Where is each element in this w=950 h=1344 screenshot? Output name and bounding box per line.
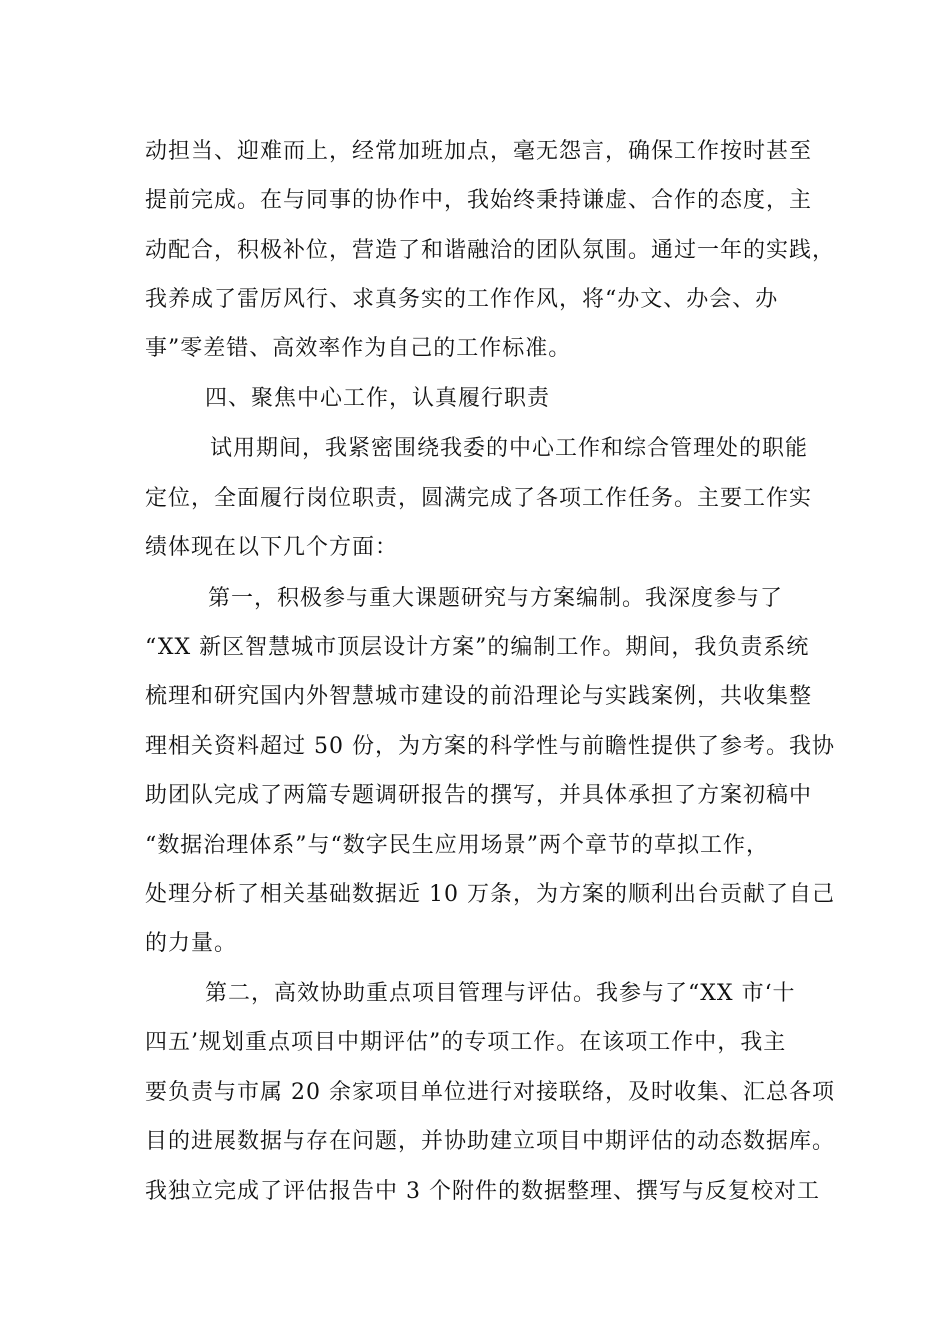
paragraph-1-line-4: 我养成了雷厉风行、求真务实的工作作风，将“办文、办会、办 [145, 287, 779, 312]
paragraph-1-line-2: 提前完成。在与同事的协作中，我始终秉持谦虚、合作的态度，主 [145, 188, 813, 213]
paragraph-4-line-5: 我独立完成了评估报告中 3 个附件的数据整理、撰写与反复校对工 [145, 1179, 820, 1204]
paragraph-3-line-4: 理相关资料超过 50 份，为方案的科学性与前瞻性提供了参考。我协 [145, 734, 835, 759]
paragraph-1-line-1: 动担当、迎难而上，经常加班加点，毫无怨言，确保工作按时甚至 [145, 139, 813, 164]
section-heading-4: 四、聚焦中心工作，认真履行职责 [205, 386, 551, 411]
paragraph-2-line-1: 试用期间，我紧密围绕我委的中心工作和综合管理处的职能 [210, 436, 809, 461]
paragraph-3-line-5: 助团队完成了两篇专题调研报告的撰写，并具体承担了方案初稿中 [145, 783, 813, 808]
paragraph-2-line-2: 定位，全面履行岗位职责，圆满完成了各项工作任务。主要工作实 [145, 486, 813, 511]
paragraph-1-line-3: 动配合，积极补位，营造了和谐融洽的团队氛围。通过一年的实践， [145, 238, 836, 263]
paragraph-3-line-8: 的力量。 [145, 931, 238, 956]
paragraph-3-line-1: 第一，积极参与重大课题研究与方案编制。我深度参与了 [208, 586, 784, 611]
paragraph-4-line-2: 四五’规划重点项目中期评估”的专项工作。在该项工作中，我主 [145, 1030, 787, 1055]
paragraph-4-line-3: 要负责与市属 20 余家项目单位进行对接联络，及时收集、汇总各项 [145, 1080, 835, 1105]
paragraph-1-line-5: 事”零差错、高效率作为自己的工作标准。 [145, 336, 572, 361]
paragraph-4-line-1: 第二，高效协助重点项目管理与评估。我参与了“XX 市‘十 [205, 981, 796, 1006]
paragraph-3-line-2: “XX 新区智慧城市顶层设计方案”的编制工作。期间，我负责系统 [145, 635, 810, 660]
paragraph-4-line-4: 目的进展数据与存在问题，并协助建立项目中期评估的动态数据库。 [145, 1129, 836, 1154]
paragraph-3-line-3: 梳理和研究国内外智慧城市建设的前沿理论与实践案例，共收集整 [145, 684, 813, 709]
paragraph-3-line-7: 处理分析了相关基础数据近 10 万条，为方案的顺利出台贡献了自己 [145, 882, 835, 907]
paragraph-3-line-6: “数据治理体系”与“数字民生应用场景”两个章节的草拟工作， [145, 833, 769, 858]
paragraph-2-line-3: 绩体现在以下几个方面： [145, 535, 399, 560]
